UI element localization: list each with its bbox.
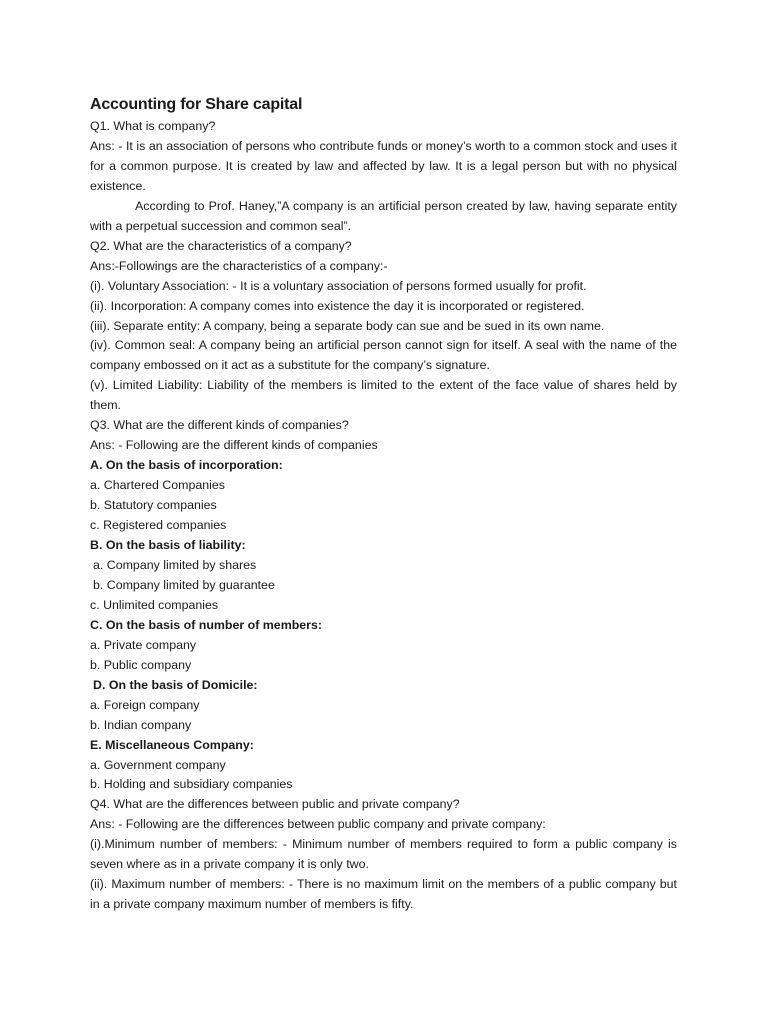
question-2: Q2. What are the characteristics of a company? <box>90 238 352 253</box>
answer-1: Ans: - It is an association of persons who contribute funds or money’s worth to a common stock and uses it for a common purpose. It is created by law and affected by law. It is a legal person but with no physical existence. <box>90 138 677 193</box>
section-heading: C. On the basis of number of members: <box>90 617 323 632</box>
answer-1-quote: According to Prof. Haney,”A company is an artificial person created by law, having separate entity with a perpetual succession and common seal”. <box>90 198 677 233</box>
document-title: Accounting for Share capital <box>90 96 303 113</box>
list-item: b. Public company <box>90 657 192 672</box>
list-item: a. Foreign company <box>90 697 200 712</box>
section-heading: A. On the basis of incorporation: <box>90 458 283 473</box>
characteristic-item: (v). Limited Liability: Liability of the members is limited to the extent of the face value of shares held by them. <box>90 378 677 413</box>
list-item: c. Registered companies <box>90 518 227 533</box>
section-heading: B. On the basis of liability: <box>90 538 246 553</box>
list-item: b. Company limited by guarantee <box>93 577 275 592</box>
list-item: a. Private company <box>90 637 197 652</box>
answer-2: Ans:-Followings are the characteristics of a company:- <box>90 258 388 273</box>
question-4: Q4. What are the differences between public and private company? <box>90 797 460 812</box>
question-1: Q1. What is company? <box>90 119 216 133</box>
list-item: c. Unlimited companies <box>90 597 219 612</box>
difference-item: (i).Minimum number of members: - Minimum number of members required to form a public company is seven where as in a private company it is only two. <box>90 837 677 872</box>
list-item: b. Holding and subsidiary companies <box>90 777 293 792</box>
document-page <box>90 93 677 915</box>
list-item: a. Chartered Companies <box>90 478 225 493</box>
answer-4: Ans: - Following are the differences between public company and private company: <box>90 817 546 832</box>
characteristic-item: (i). Voluntary Association: - It is a voluntary association of persons formed usually for profit. <box>90 278 587 293</box>
list-item: a. Government company <box>90 757 226 772</box>
answer-3: Ans: - Following are the different kinds of companies <box>90 438 378 453</box>
list-item: b. Statutory companies <box>90 498 217 513</box>
section-heading: D. On the basis of Domicile: <box>93 677 258 692</box>
characteristic-item: (ii). Incorporation: A company comes into existence the day it is incorporated or registered. <box>90 298 585 313</box>
list-item: a. Company limited by shares <box>93 557 257 572</box>
characteristic-item: (iii). Separate entity: A company, being a separate body can sue and be sued in its own name. <box>90 318 605 333</box>
section-heading: E. Miscellaneous Company: <box>90 737 254 752</box>
difference-item: (ii). Maximum number of members: - There is no maximum limit on the members of a public company but in a private company maximum number of members is fifty. <box>90 877 677 912</box>
characteristic-item: (iv). Common seal: A company being an artificial person cannot sign for itself. A seal with the name of the company embossed on it act as a substitute for the company’s signature. <box>90 338 677 373</box>
list-item: b. Indian company <box>90 717 192 732</box>
question-3: Q3. What are the different kinds of companies? <box>90 418 349 433</box>
